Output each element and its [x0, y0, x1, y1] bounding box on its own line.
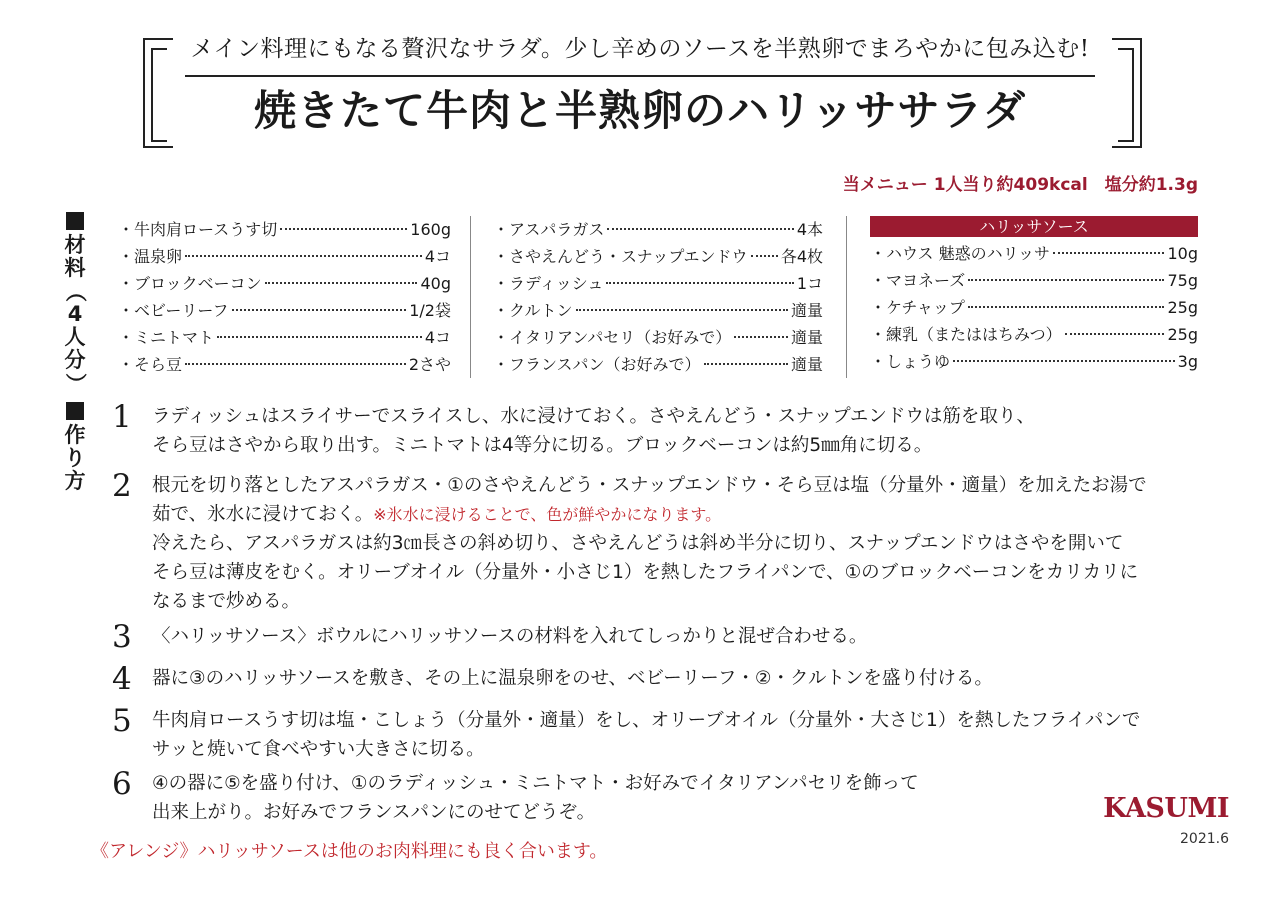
- ingredients-column-2: [493, 216, 823, 378]
- ingredient-row: ・ミニトマト 4コ: [118, 328, 451, 347]
- ingredient-row: ・しょうゆ 3g: [870, 352, 1198, 371]
- ingredient-row: ・練乳（またははちみつ） 25g: [870, 325, 1198, 344]
- ingredient-row: ・ラディッシュ 1コ: [493, 274, 823, 293]
- step-number: 3: [112, 619, 132, 655]
- ingredient-row: ・そら豆 2さや: [118, 355, 451, 374]
- step-4: [112, 661, 1222, 697]
- ingredients-section-label: 材 料 （ 4 人 分 ）: [63, 212, 87, 395]
- sauce-ingredients-column: [870, 216, 1198, 375]
- step-number: 6: [112, 766, 132, 802]
- sauce-heading: ハリッサソース: [870, 216, 1198, 237]
- step-6: [112, 766, 1222, 827]
- ingredient-row: ・ベビーリーフ 1/2袋: [118, 301, 451, 320]
- step-5: [112, 703, 1222, 764]
- right-bracket-decoration: [1112, 38, 1142, 148]
- ingredient-row: ・温泉卵 4コ: [118, 247, 451, 266]
- ingredient-row: ・ハウス 魅惑のハリッサ 10g: [870, 244, 1198, 263]
- left-bracket-decoration: [143, 38, 173, 148]
- step-text: 牛肉肩ロースうす切は塩・こしょう（分量外・適量）をし、オリーブオイル（分量外・大さじ1）を熱したフライパンで サッと焼いて食べやすい大きさに切る。: [152, 710, 1141, 760]
- step-text: ラディッシュはスライサーでスライスし、水に浸けておく。さやえんどう・スナップエンドウは筋を取り、 そら豆はさやから取り出す。ミニトマトは4等分に切る。ブロックベーコンは約5㎜角に切る。: [152, 406, 1035, 456]
- ingredient-row: ・マヨネーズ 75g: [870, 271, 1198, 290]
- step-3: [112, 619, 1222, 655]
- step-text: 根元を切り落としたアスパラガス・①のさやえんどう・スナップエンドウ・そら豆は塩（分量外・適量）を加えたお湯で 茹で、氷水に浸けておく。※氷水に浸けることで、色が鮮やかになります。 冷えたら、アスパラガスは約3㎝長さの斜め切り、さやえんどうは斜め半分に切り、スナップエンドウはさやを開いて そら豆は薄皮をむく。オリーブオイル（分量外・小さじ1）を熱したフライパンで、①のブロックベーコンをカリカリに なるまで炒める。: [152, 475, 1147, 612]
- ingredient-row: ・ブロックベーコン 40g: [118, 274, 451, 293]
- column-divider: [846, 216, 847, 378]
- ingredient-row: ・フランスパン（お好みで） 適量: [493, 355, 823, 374]
- nutrition-info: 当メニュー 1人当り約409kcal 塩分約1.3g: [842, 175, 1198, 195]
- ingredients-column-1: [118, 216, 451, 378]
- step-number: 1: [112, 399, 132, 435]
- step-number: 5: [112, 703, 132, 739]
- ingredient-row: ・アスパラガス 4本: [493, 220, 823, 239]
- square-bullet-icon: [66, 212, 84, 230]
- ingredient-row: ・クルトン 適量: [493, 301, 823, 320]
- square-bullet-icon: [66, 402, 84, 420]
- header-divider: [185, 75, 1095, 77]
- ingredient-row: ・さやえんどう・スナップエンドウ 各4枚: [493, 247, 823, 266]
- issue-date: 2021.6: [1180, 831, 1229, 847]
- ingredient-row: ・牛肉肩ロースうす切 160g: [118, 220, 451, 239]
- step-text: ④の器に⑤を盛り付け、①のラディッシュ・ミニトマト・お好みでイタリアンパセリを飾って 出来上がり。お好みでフランスパンにのせてどうぞ。: [152, 773, 919, 823]
- step-text: 器に③のハリッサソースを敷き、その上に温泉卵をのせ、ベビーリーフ・②・クルトンを盛り付ける。: [152, 668, 993, 689]
- step-number: 2: [112, 468, 132, 504]
- method-section-label: 作 り 方: [63, 402, 87, 493]
- step-text: 〈ハリッサソース〉ボウルにハリッサソースの材料を入れてしっかりと混ぜ合わせる。: [152, 626, 868, 647]
- step-2: [112, 468, 1222, 616]
- tip-note: ※氷水に浸けることで、色が鮮やかになります。: [373, 505, 722, 524]
- recipe-header: [0, 0, 1280, 160]
- ingredient-row: ・ケチャップ 25g: [870, 298, 1198, 317]
- kasumi-logo: KASUMI: [1103, 793, 1229, 824]
- ingredient-row: ・イタリアンパセリ（お好みで） 適量: [493, 328, 823, 347]
- recipe-title: 焼きたて牛肉と半熟卵のハリッササラダ: [254, 86, 1026, 135]
- arrange-tip: 《アレンジ》ハリッサソースは他のお肉料理にも良く合います。: [91, 841, 608, 862]
- step-1: [112, 399, 1222, 460]
- recipe-subtitle: メイン料理にもなる贅沢なサラダ。少し辛めのソースを半熟卵でまろやかに包み込む!: [190, 36, 1090, 62]
- column-divider: [470, 216, 471, 378]
- step-number: 4: [112, 661, 132, 697]
